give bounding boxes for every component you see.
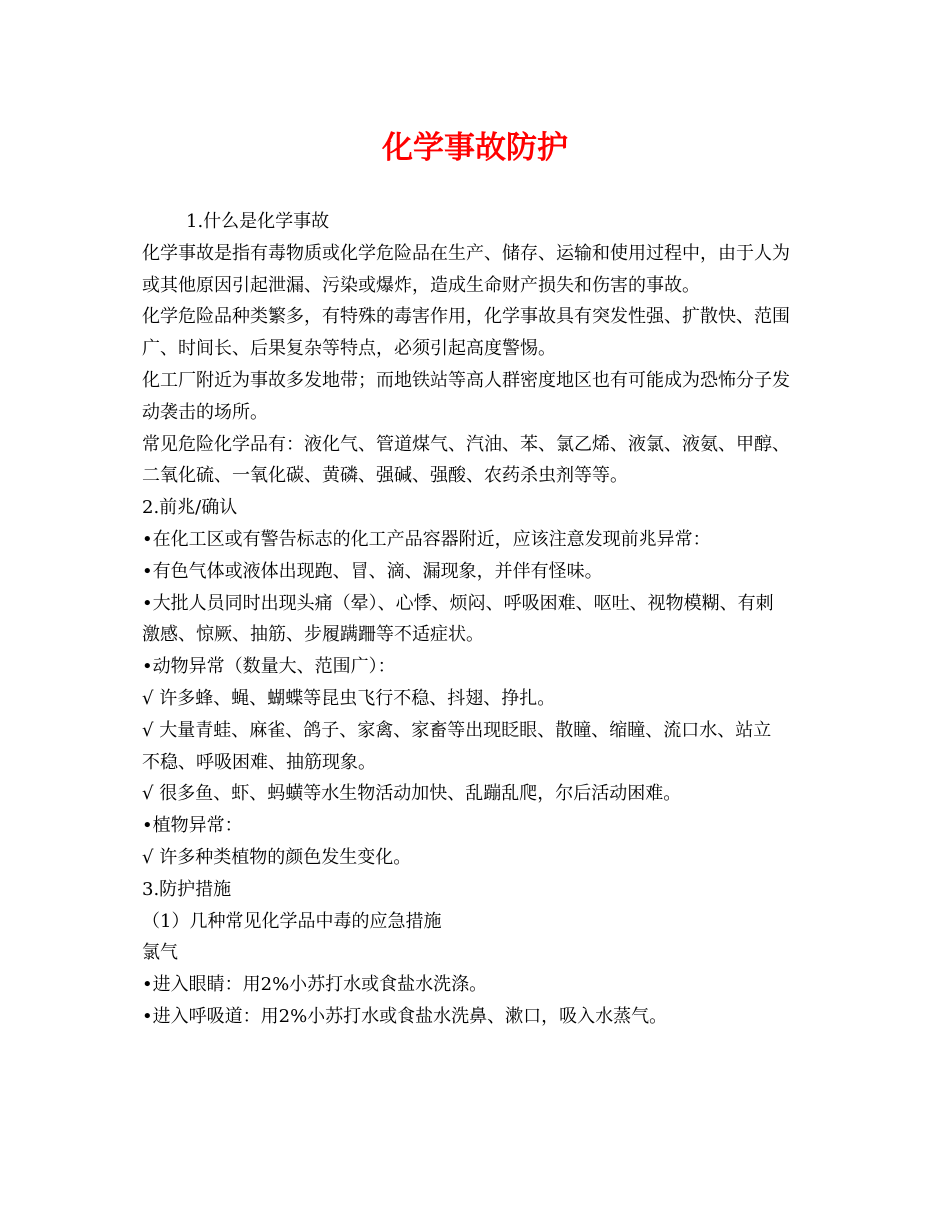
text-line: •在化工区或有警告标志的化工产品容器附近，应该注意发现前兆异常：	[142, 528, 711, 550]
text-line: 2.前兆/确认	[142, 497, 238, 519]
text-line: 不稳、呼吸困难、抽筋现象。	[142, 751, 376, 773]
text-line: •进入呼吸道：用2%小苏打水或食盐水洗鼻、漱口，吸入水蒸气。	[142, 1005, 668, 1027]
text-line: 化学危险品种类繁多，有特殊的毒害作用，化学事故具有突发性强、扩散快、范围	[142, 306, 790, 328]
text-line: 激感、惊厥、抽筋、步履蹒跚等不适症状。	[142, 624, 484, 646]
text-line: √ 许多蜂、蝇、蝴蝶等昆虫飞行不稳、抖翅、挣扎。	[142, 687, 556, 709]
text-line: 动袭击的场所。	[142, 401, 268, 423]
text-line: 广、时间长、后果复杂等特点，必须引起高度警惕。	[142, 338, 556, 360]
text-line: 或其他原因引起泄漏、污染或爆炸，造成生命财产损失和伤害的事故。	[142, 274, 700, 296]
text-line: （1）几种常见化学品中毒的应急措施	[142, 910, 442, 932]
text-line: •动物异常（数量大、范围广）：	[142, 656, 396, 678]
text-line: •有色气体或液体出现跑、冒、滴、漏现象，并伴有怪味。	[142, 560, 603, 582]
text-line: √ 大量青蛙、麻雀、鸽子、家禽、家畜等出现眨眼、散瞳、缩瞳、流口水、站立	[142, 719, 772, 741]
text-line: •植物异常：	[142, 815, 243, 837]
text-line: 氯气	[142, 942, 178, 964]
document-body	[142, 206, 814, 1033]
document-title: 化学事故防护	[382, 130, 568, 166]
text-line: 常见危险化学品有：液化气、管道煤气、汽油、苯、氯乙烯、液氯、液氨、甲醇、	[142, 433, 790, 455]
text-line: •大批人员同时出现头痛（晕）、心悸、烦闷、呼吸困难、呕吐、视物模糊、有刺	[142, 592, 774, 614]
text-line: 3.防护措施	[142, 878, 232, 900]
text-line: 1.什么是化学事故	[186, 211, 330, 232]
text-line: 二氧化硫、一氧化碳、黄磷、强碱、强酸、农药杀虫剂等等。	[142, 465, 628, 487]
text-line: √ 许多种类植物的颜色发生变化。	[142, 846, 412, 868]
text-line: 化工厂附近为事故多发地带；而地铁站等高人群密度地区也有可能成为恐怖分子发	[142, 369, 790, 391]
text-line: √ 很多鱼、虾、蚂蟥等水生物活动加快、乱蹦乱爬，尔后活动困难。	[142, 783, 682, 805]
text-line: •进入眼睛：用2%小苏打水或食盐水洗涤。	[142, 974, 488, 996]
text-line: 化学事故是指有毒物质或化学危险品在生产、储存、运输和使用过程中，由于人为	[142, 242, 790, 264]
